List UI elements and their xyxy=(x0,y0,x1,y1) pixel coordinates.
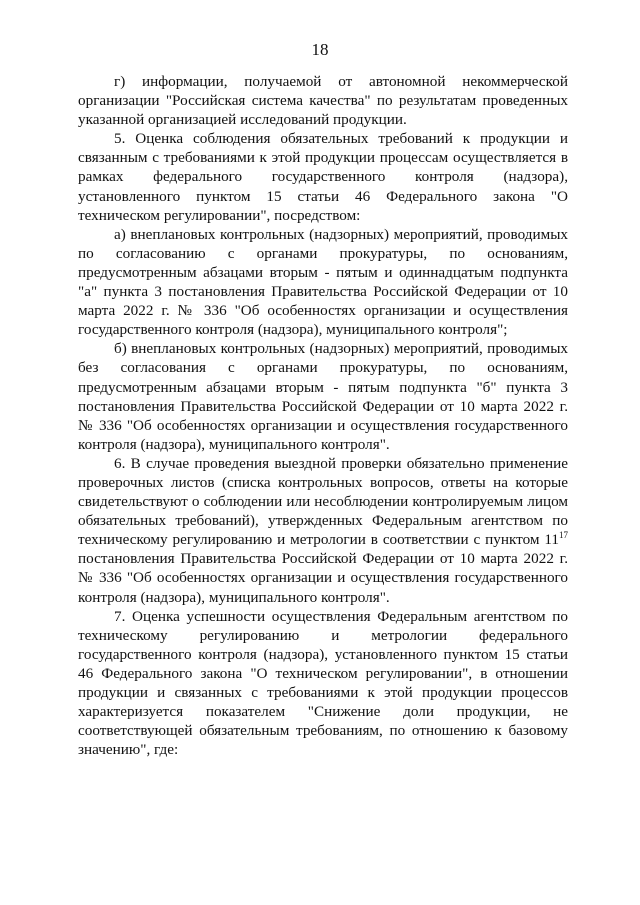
paragraph-5: 5. Оценка соблюдения обязательных требований к продукции и связанным с требованиями к этой продукции процессам осуществляется в рамках федерального государственного контроля (надзора), установленного пунктом 15 статьи 46 Федерального закона "О техническом регулировании", посредством: xyxy=(78,130,568,224)
document-body xyxy=(78,72,568,759)
paragraph-6-text-after: постановления Правительства Российской Федерации от 10 марта 2022 г. № 336 "Об особенностях организации и осуществления государственного контроля (надзора), муниципального контроля". xyxy=(78,550,568,606)
paragraph-6 xyxy=(78,454,568,607)
paragraph-item-b: б) внеплановых контрольных (надзорных) мероприятий, проводимых без согласования с органами прокуратуры, по основаниям, предусмотренным абзацами вторым - пятым подпункта "б" пункта 3 постановления Правительства Российской Федерации от 10 марта 2022 г. № 336 "Об особенностях организации и осуществления государственного контроля (надзора), муниципального контроля". xyxy=(78,340,568,453)
paragraph-7: 7. Оценка успешности осуществления Федеральным агентством по техническому регулированию и метрологии федерального государственного контроля (надзора), установленного пунктом 15 статьи 46 Федерального закона "О техническом регулировании", в отношении продукции и связанных с требованиями к этой продукции процессов характеризуется показателем "Снижение доли продукции, не соответствующей обязательным требованиям, по отношению к базовому значению", где: xyxy=(78,607,568,759)
footnote-reference[interactable]: 17 xyxy=(559,530,568,541)
paragraph-item-a: а) внеплановых контрольных (надзорных) мероприятий, проводимых по согласованию с органами прокуратуры, по основаниям, предусмотренным абзацами вторым - пятым и одиннадцатым подпункта "а" пункта 3 постановления Правительства Российской Федерации от 10 марта 2022 г. № 336 "Об особенностях организации и осуществления государственного контроля (надзора), муниципального контроля"; xyxy=(78,225,568,339)
page-number: 18 xyxy=(311,40,329,59)
paragraph-item-g: г) информации, получаемой от автономной некоммерческой организации "Российская система качества" по результатам проведенных указанной организацией исследований продукции. xyxy=(78,73,568,129)
paragraph-6-text-before: 6. В случае проведения выездной проверки обязательно применение проверочных листов (списка контрольных вопросов, ответы на которые свидетельствуют о соблюдении или несоблюдении контролируемым лицом обязательных требований), утвержденных Федеральным агентством по техническому регулированию и метрологии в соответствии с пунктом 11 xyxy=(78,454,568,549)
